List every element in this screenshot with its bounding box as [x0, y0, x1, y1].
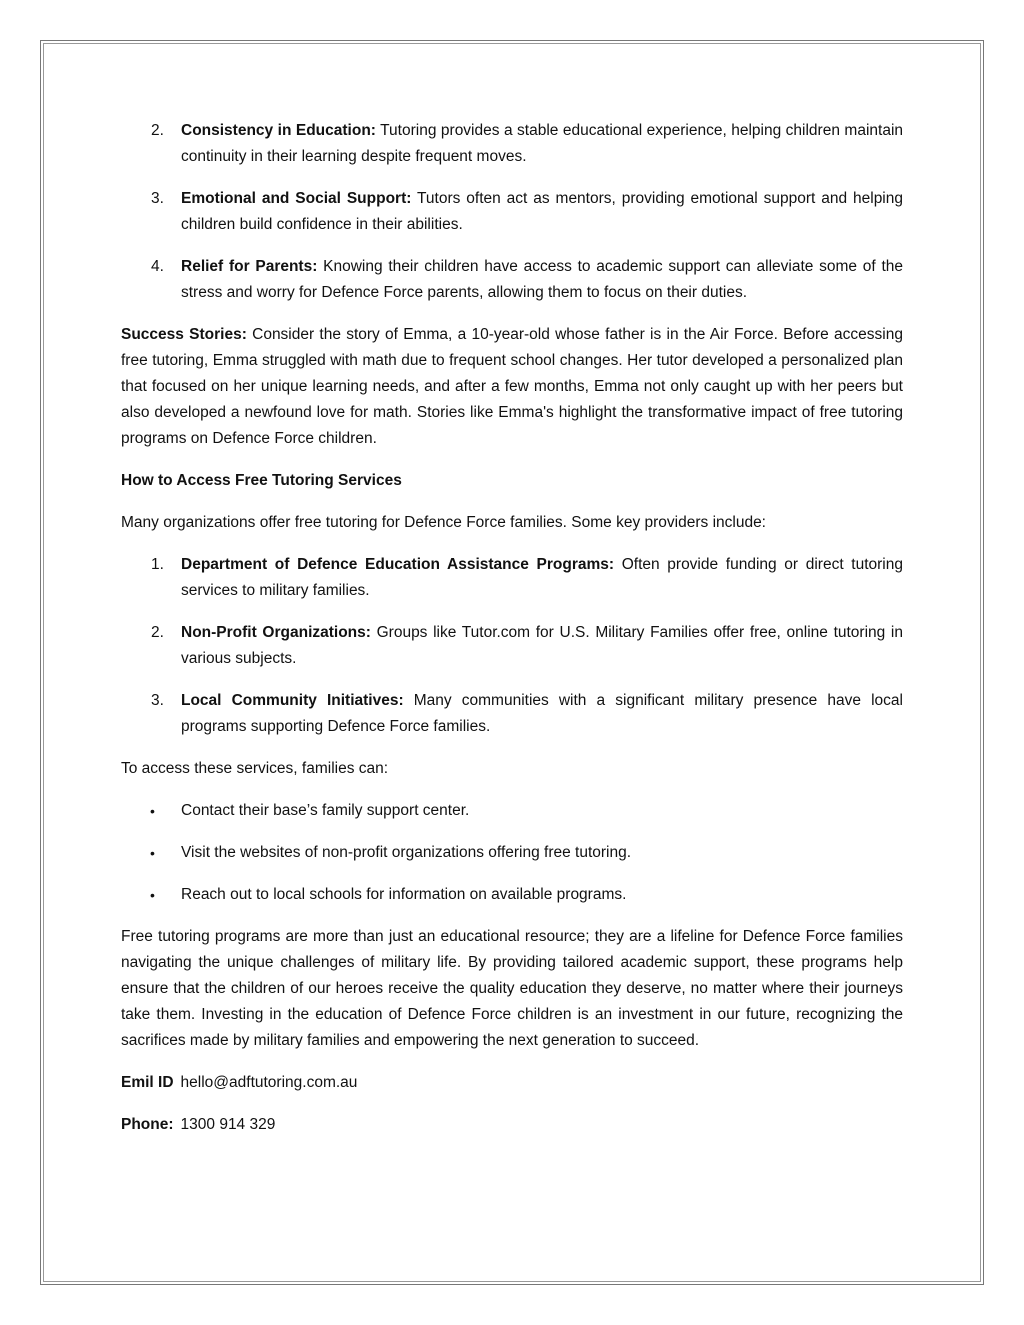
phone-label: Phone:: [121, 1116, 174, 1133]
steps-list: [121, 798, 903, 908]
list-item: [121, 186, 903, 238]
list-number: 3.: [151, 692, 164, 709]
bullet-icon: •: [150, 803, 155, 819]
document-body: [121, 118, 903, 1154]
list-number: 2.: [151, 624, 164, 641]
list-number: 2.: [151, 122, 164, 139]
email-contact: [121, 1070, 903, 1096]
list-item-text: Visit the websites of non-profit organizations offering free tutoring.: [181, 844, 632, 861]
list-item-title: Department of Defence Education Assistance Programs:: [181, 556, 615, 573]
list-item: [121, 620, 903, 672]
list-item: [121, 688, 903, 740]
list-item-text: Knowing their children have access to academic support can alleviate some of the stress and worry for Defence Force parents, allowing them to focus on their duties.: [181, 258, 903, 301]
list-number: 4.: [151, 258, 164, 275]
list-item: [121, 840, 903, 866]
list-item-title: Emotional and Social Support:: [181, 190, 412, 207]
list-item-text: Tutors often act as mentors, providing emotional support and helping children build confidence in their abilities.: [181, 190, 903, 233]
steps-intro: To access these services, families can:: [121, 760, 389, 777]
list-item-text: Many communities with a significant military presence have local programs supporting Defence Force families.: [181, 692, 903, 735]
list-item: [121, 798, 903, 824]
list-item-text: Often provide funding or direct tutoring services to military families.: [181, 556, 903, 599]
list-number: 3.: [151, 190, 164, 207]
list-item-title: Consistency in Education:: [181, 122, 376, 139]
list-item-title: Relief for Parents:: [181, 258, 318, 275]
list-item: [121, 552, 903, 604]
list-item-title: Non-Profit Organizations:: [181, 624, 371, 641]
email-label: Emil ID: [121, 1074, 174, 1091]
list-item-title: Local Community Initiatives:: [181, 692, 404, 709]
success-stories-title: Success Stories:: [121, 326, 247, 343]
success-stories-paragraph: [121, 322, 903, 452]
list-item: [121, 254, 903, 306]
bullet-icon: •: [150, 845, 155, 861]
success-stories-text: Consider the story of Emma, a 10-year-old whose father is in the Air Force. Before accessing free tutoring, Emma struggled with math due to frequent school changes. Her tutor developed a personalized plan that focused on her unique learning needs, and after a few months, Emma not only caught up with her peers but also developed a newfound love for math. Stories like Emma's highlight the transformative impact of free tutoring programs on Defence Force children.: [121, 326, 903, 447]
list-item-text: Reach out to local schools for information on available programs.: [181, 886, 627, 903]
list-item-text: Contact their base’s family support center.: [181, 802, 470, 819]
providers-list: [121, 552, 903, 740]
list-number: 1.: [151, 556, 164, 573]
list-item-text: Groups like Tutor.com for U.S. Military Families offer free, online tutoring in various subjects.: [181, 624, 903, 667]
list-item-text: Tutoring provides a stable educational experience, helping children maintain continuity in their learning despite frequent moves.: [181, 122, 904, 165]
benefits-list-continued: [121, 118, 903, 306]
section-heading: How to Access Free Tutoring Services: [121, 472, 402, 489]
list-item: [121, 118, 903, 170]
phone-contact: [121, 1112, 903, 1138]
phone-value: 1300 914 329: [180, 1116, 276, 1133]
list-item: [121, 882, 903, 908]
bullet-icon: •: [150, 887, 155, 903]
providers-intro: Many organizations offer free tutoring for Defence Force families. Some key providers include:: [121, 514, 766, 531]
conclusion-paragraph: Free tutoring programs are more than just an educational resource; they are a lifeline for Defence Force families navigating the unique challenges of military life. By providing tailored academic support, these programs help ensure that the children of our heroes receive the quality education they deserve, no matter where their journeys take them. Investing in the education of Defence Force children is an investment in our future, recognizing the sacrifices made by military families and empowering the next generation to succeed.: [121, 928, 903, 1049]
email-value: hello@adftutoring.com.au: [180, 1074, 358, 1091]
